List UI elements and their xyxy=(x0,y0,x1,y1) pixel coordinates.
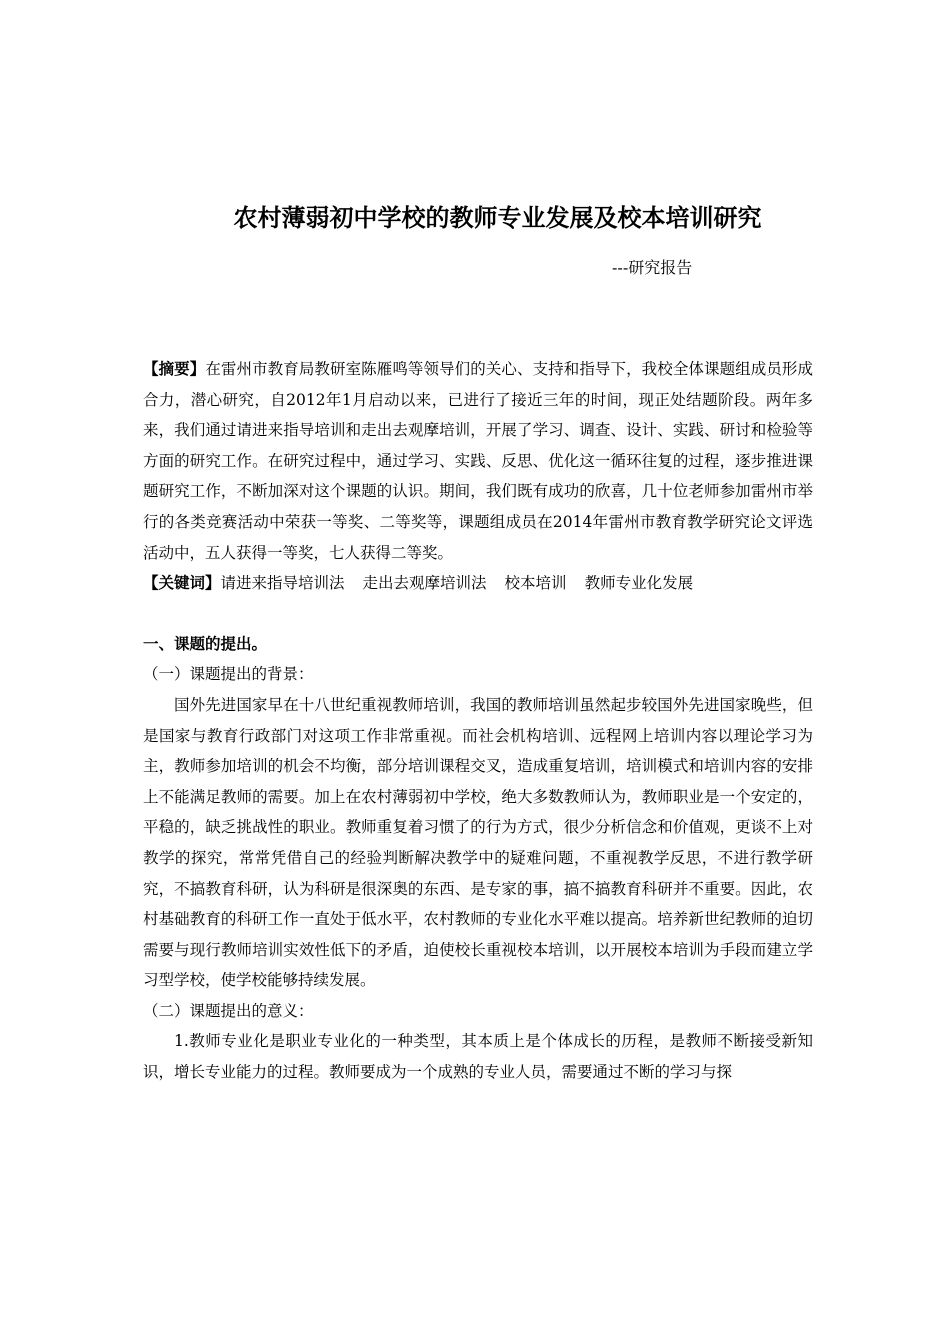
keywords-line xyxy=(143,568,813,599)
subsection-heading-background: （一）课题提出的背景： xyxy=(143,665,314,684)
section-heading: 一、课题的提出。 xyxy=(143,634,268,653)
keyword-item: 走出去观摩培训法 xyxy=(362,574,487,593)
keywords-label: 【关键词】 xyxy=(143,574,221,593)
abstract-text: 在雷州市教育局教研室陈雁鸣等领导们的关心、支持和指导下，我校全体课题组成员形成合力，潜心研究，自2012年1月启动以来，已进行了接近三年的时间，现正处结题阶段。两年多来，我们通过请进来指导培训和走出去观摩培训，开展了学习、调查、设计、实践、研讨和检验等方面的研究工作。在研究过程中，通过学习、实践、反思、优化这一循环往复的过程，逐步推进课题研究工作，不断加深对这个课题的认识。期间，我们既有成功的欣喜，几十位老师参加雷州市举行的各类竞赛活动中荣获一等奖、二等奖等，课题组成员在2014年雷州市教育教学研究论文评选活动中，五人获得一等奖，七人获得二等奖。 xyxy=(143,360,813,562)
subsection-heading-significance: （二）课题提出的意义： xyxy=(143,1001,314,1020)
background-paragraph: 国外先进国家早在十八世纪重视教师培训，我国的教师培训虽然起步较国外先进国家晚些，但是国家与教育行政部门对这项工作非常重视。而社会机构培训、远程网上培训内容以理论学习为主，教师参加培训的机会不均衡，部分培训课程交叉，造成重复培训，培训模式和培训内容的安排上不能满足教师的需要。加上在农村薄弱初中学校，绝大多数教师认为，教师职业是一个安定的，平稳的，缺乏挑战性的职业。教师重复着习惯了的行为方式，很少分析信念和价值观，更谈不上对教学的探究，常常凭借自己的经验判断解决教学中的疑难问题，不重视教学反思，不进行教学研究，不搞教育科研，认为科研是很深奥的东西、是专家的事，搞不搞教育科研并不重要。因此，农村基础教育的科研工作一直处于低水平，农村教师的专业化水平难以提高。培养新世纪教师的迫切需要与现行教师培训实效性低下的矛盾，迫使校长重视校本培训，以开展校本培训为手段而建立学习型学校，使学校能够持续发展。 xyxy=(143,695,813,990)
document-title: 农村薄弱初中学校的教师专业发展及校本培训研究 xyxy=(233,204,762,232)
keyword-item: 校本培训 xyxy=(504,574,567,593)
significance-paragraph: 1.教师专业化是职业专业化的一种类型，其本质上是个体成长的历程，是教师不断接受新知识，增长专业能力的过程。教师要成为一个成熟的专业人员，需要通过不断的学习与探 xyxy=(143,1032,813,1082)
keyword-item: 教师专业化发展 xyxy=(584,574,694,593)
abstract-paragraph xyxy=(143,354,813,568)
document-subtitle: ---研究报告 xyxy=(612,258,693,277)
abstract-label: 【摘要】 xyxy=(143,360,206,378)
keyword-item: 请进来指导培训法 xyxy=(220,574,345,593)
document-body xyxy=(143,354,813,1088)
